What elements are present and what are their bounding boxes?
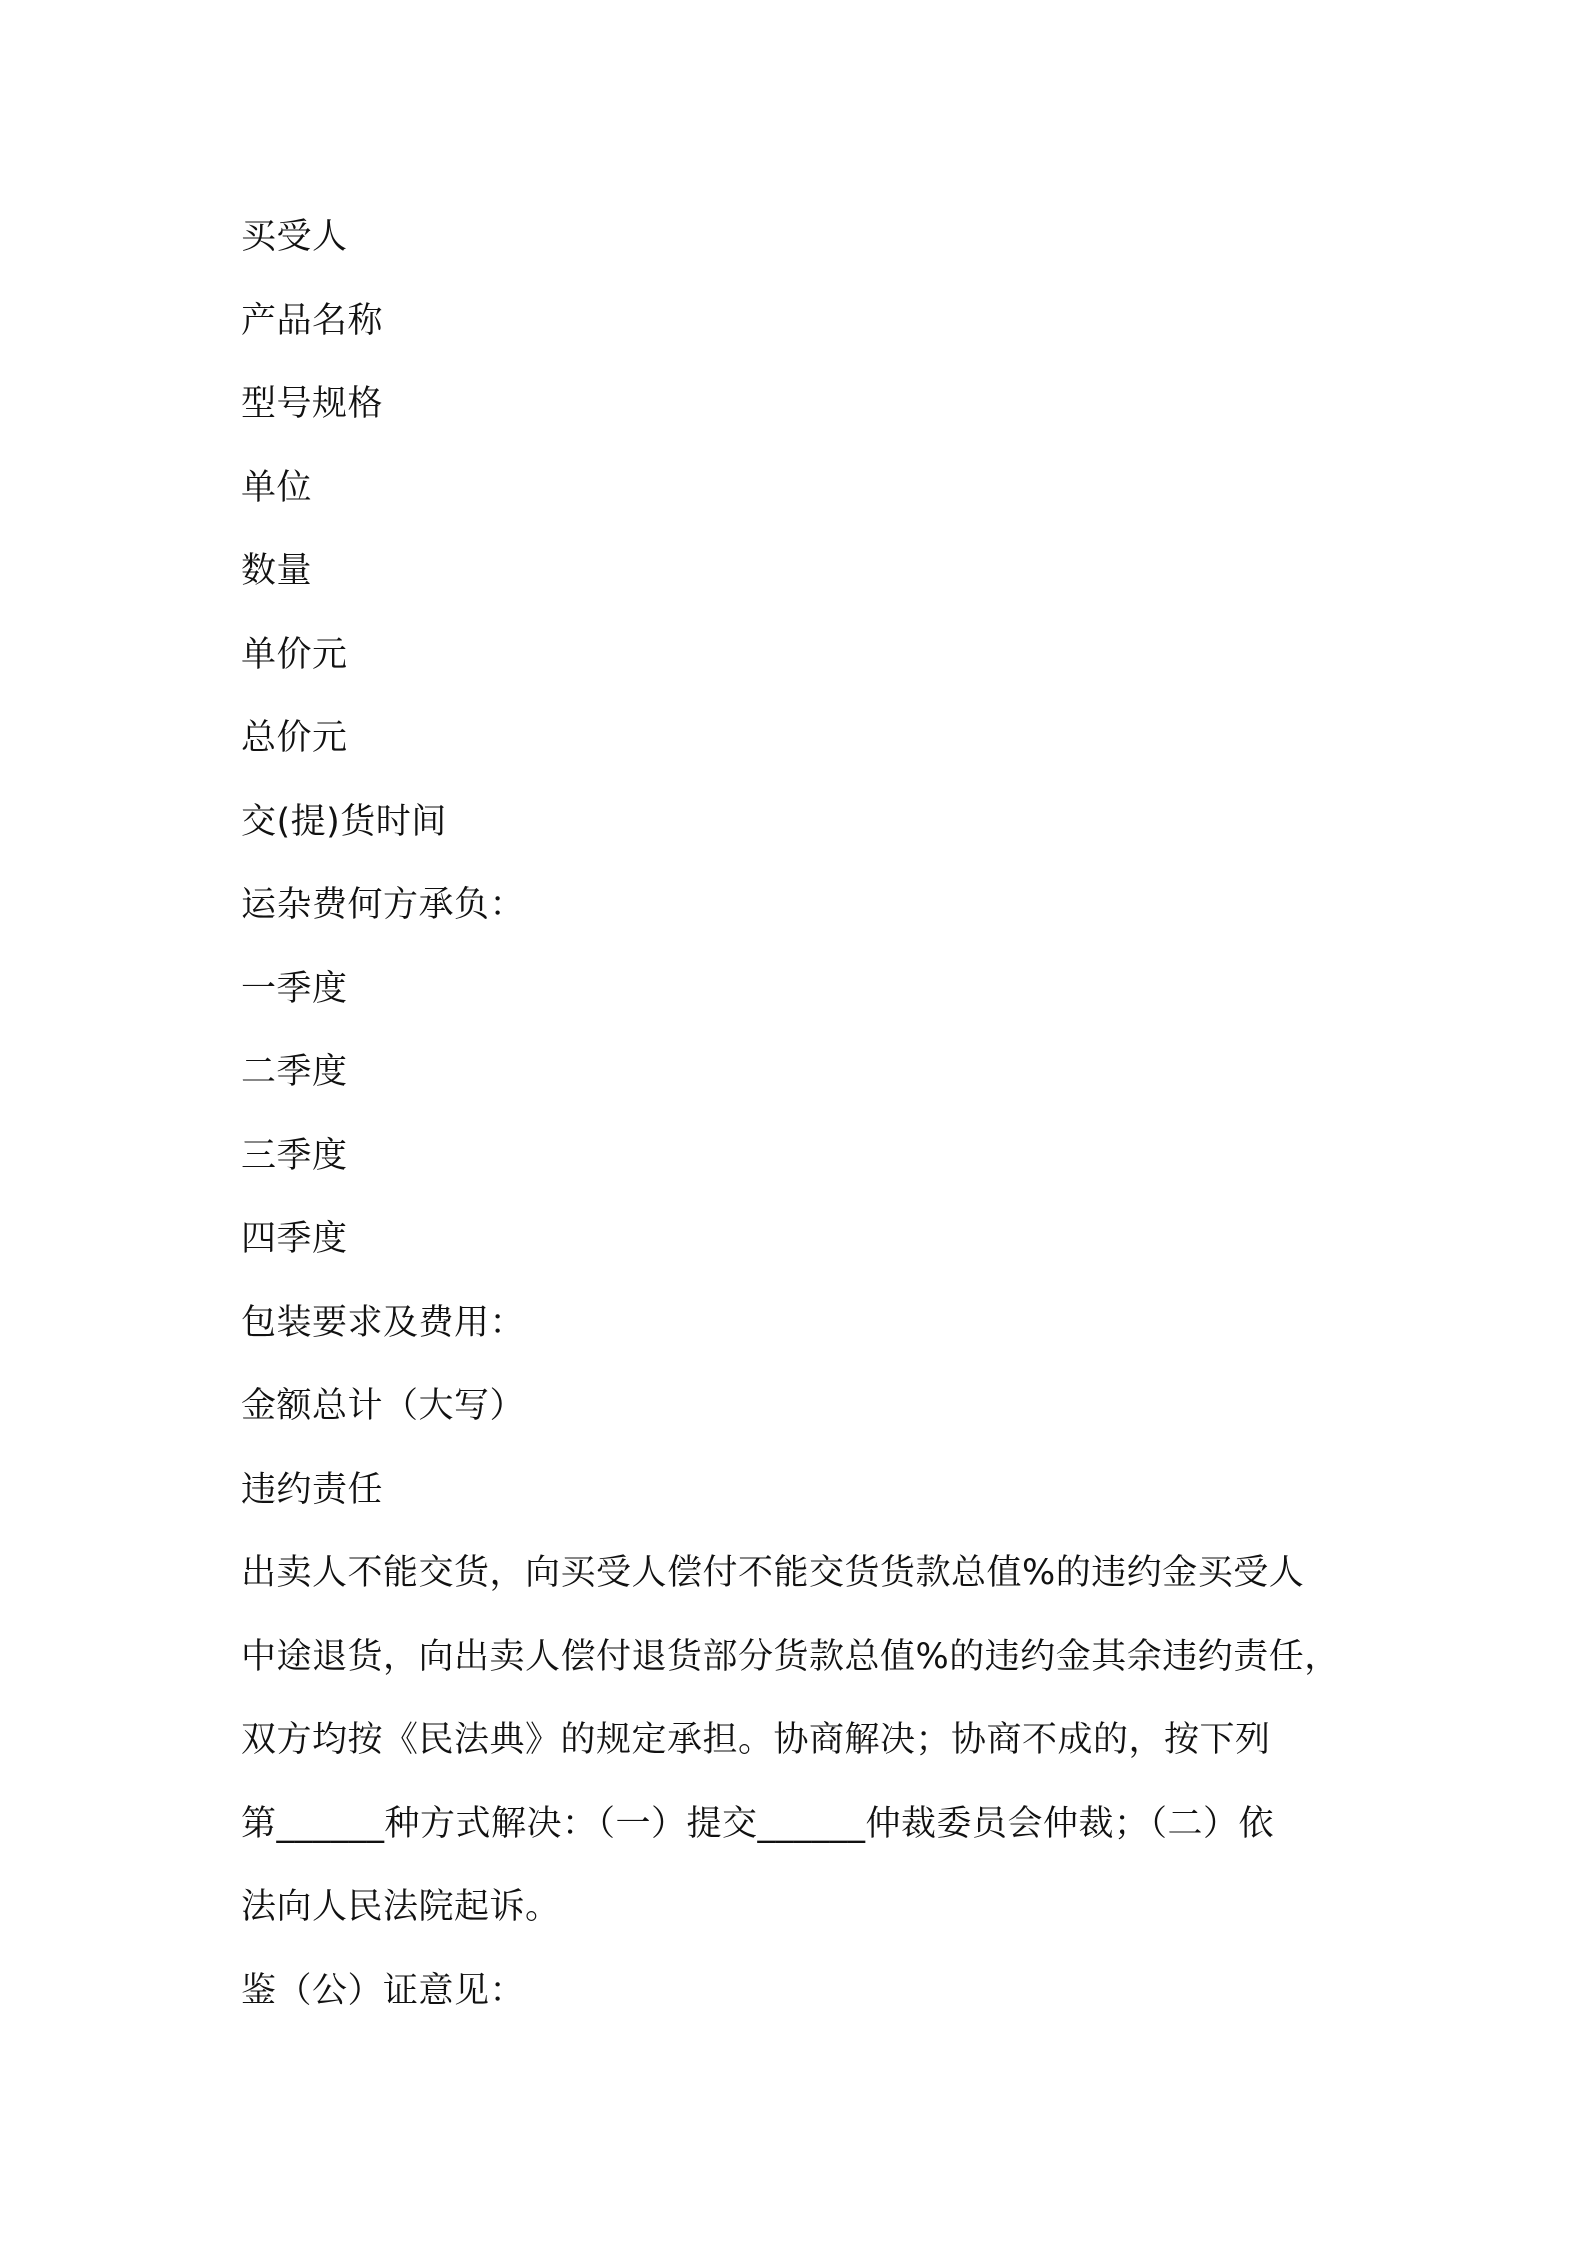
field-quarter-1: 一季度 [241,968,348,1009]
paragraph-line: 中途退货，向出卖人偿付退货部分货款总值%的违约金其余违约责任， [241,1636,1340,1677]
paragraph-line: 法向人民法院起诉。 [241,1887,561,1927]
field-total-price: 总价元 [241,718,348,758]
notary-opinion-label: 鉴（公）证意见： [241,1970,526,2011]
liability-paragraph [241,1532,1371,1950]
section-liability-heading: 违约责任 [241,1469,384,1510]
field-quarter-4: 四季度 [241,1219,348,1259]
field-product-name: 产品名称 [241,300,384,341]
field-packaging: 包装要求及费用： [241,1302,526,1343]
paragraph-line: 双方均按《民法典》的规定承担。协商解决；协商不成的，按下列 [241,1720,1271,1760]
field-freight-bearer: 运杂费何方承负： [241,885,526,925]
field-quantity: 数量 [241,551,313,591]
paragraph-line: 第______种方式解决：（一）提交______仲裁委员会仲裁；（二）依 [241,1803,1275,1844]
document-body [241,196,1371,2033]
field-delivery-time: 交(提)货时间 [241,801,447,842]
field-unit: 单位 [241,467,313,508]
field-quarter-2: 二季度 [241,1052,348,1092]
field-buyer: 买受人 [241,217,348,257]
field-unit-price: 单价元 [241,634,348,675]
field-model-spec: 型号规格 [241,384,384,424]
field-amount-total: 金额总计（大写） [241,1386,526,1426]
paragraph-line: 出卖人不能交货，向买受人偿付不能交货货款总值%的违约金买受人 [241,1553,1305,1593]
field-quarter-3: 三季度 [241,1135,348,1176]
